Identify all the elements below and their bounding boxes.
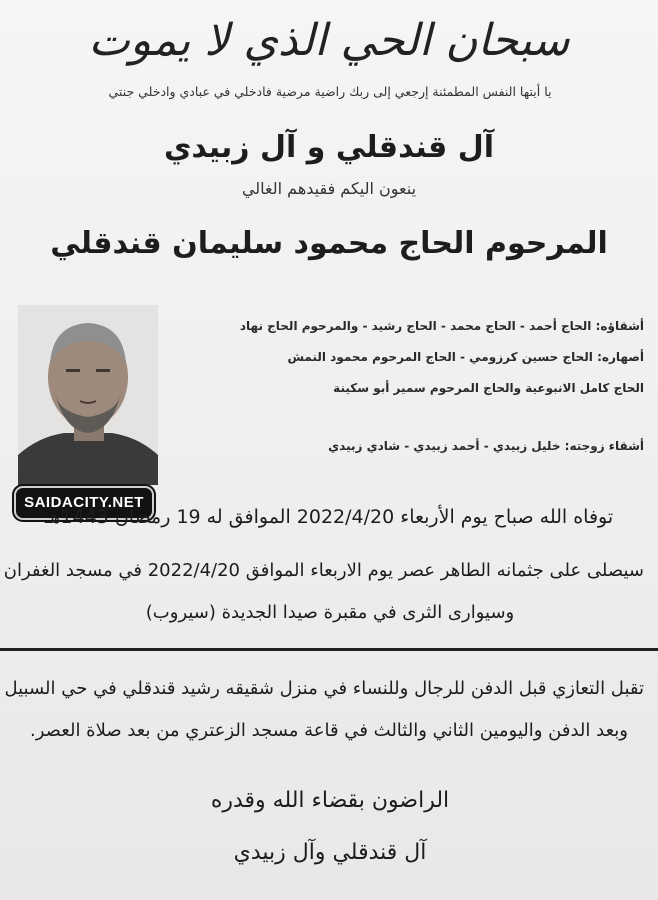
wife-siblings-line: أشقاء زوجته: خليل زبيدي - أحمد زبيدي - شادي زبيدي bbox=[328, 439, 644, 453]
in-laws-line-1: أصهاره: الحاج حسين كرزومي - الحاج المرحوم محمود النمش bbox=[287, 350, 644, 364]
deceased-portrait bbox=[18, 305, 158, 485]
in-laws-line-2: الحاج كامل الانبوعية والحاج المرحوم سمير أبو سكينة bbox=[333, 381, 644, 395]
portrait-image bbox=[18, 305, 158, 485]
family-signature: آل قندقلي وآل زبيدي bbox=[233, 840, 427, 865]
calligraphy-heading: سبحان الحي الذي لا يموت bbox=[88, 15, 570, 66]
acceptance-line: الراضون بقضاء الله وقدره bbox=[210, 788, 450, 813]
death-notice: توفاه الله صباح يوم الأربعاء 2022/4/20 الموافق له 19 رمضان 1443هـ bbox=[44, 506, 614, 528]
deceased-name: المرحوم الحاج محمود سليمان قندقلي bbox=[50, 226, 608, 261]
quran-verse: يا أيتها النفس المطمئنة إرجعي إلى ربك راضية مرضية فادخلي في عبادي وادخلي جنتي bbox=[108, 84, 552, 99]
siblings-line: أشقاؤه: الحاج أحمد - الحاج محمد - الحاج رشيد - والمرحوم الحاج نهاد bbox=[239, 319, 644, 333]
condolences-line-2: وبعد الدفن واليومين الثاني والثالث في قاعة مسجد الزعتري من بعد صلاة العصر. bbox=[30, 720, 628, 741]
burial-notice: وسيوارى الثرى في مقبرة صيدا الجديدة (سيروب) bbox=[145, 602, 515, 623]
family-name: آل قندقلي و آل زبيدي bbox=[163, 130, 495, 165]
prayer-notice: سيصلى على جثمانه الطاهر عصر يوم الاربعاء الموافق 2022/4/20 في مسجد الغفران bbox=[3, 560, 644, 581]
site-watermark: SAIDACITY.NET bbox=[14, 486, 154, 520]
section-divider bbox=[0, 648, 658, 651]
mourning-line: ينعون اليكم فقيدهم الغالي bbox=[241, 179, 417, 198]
condolences-line-1: تقبل التعازي قبل الدفن للرجال وللنساء في منزل شقيقه رشيد قندقلي في حي السبيل bbox=[4, 678, 644, 699]
